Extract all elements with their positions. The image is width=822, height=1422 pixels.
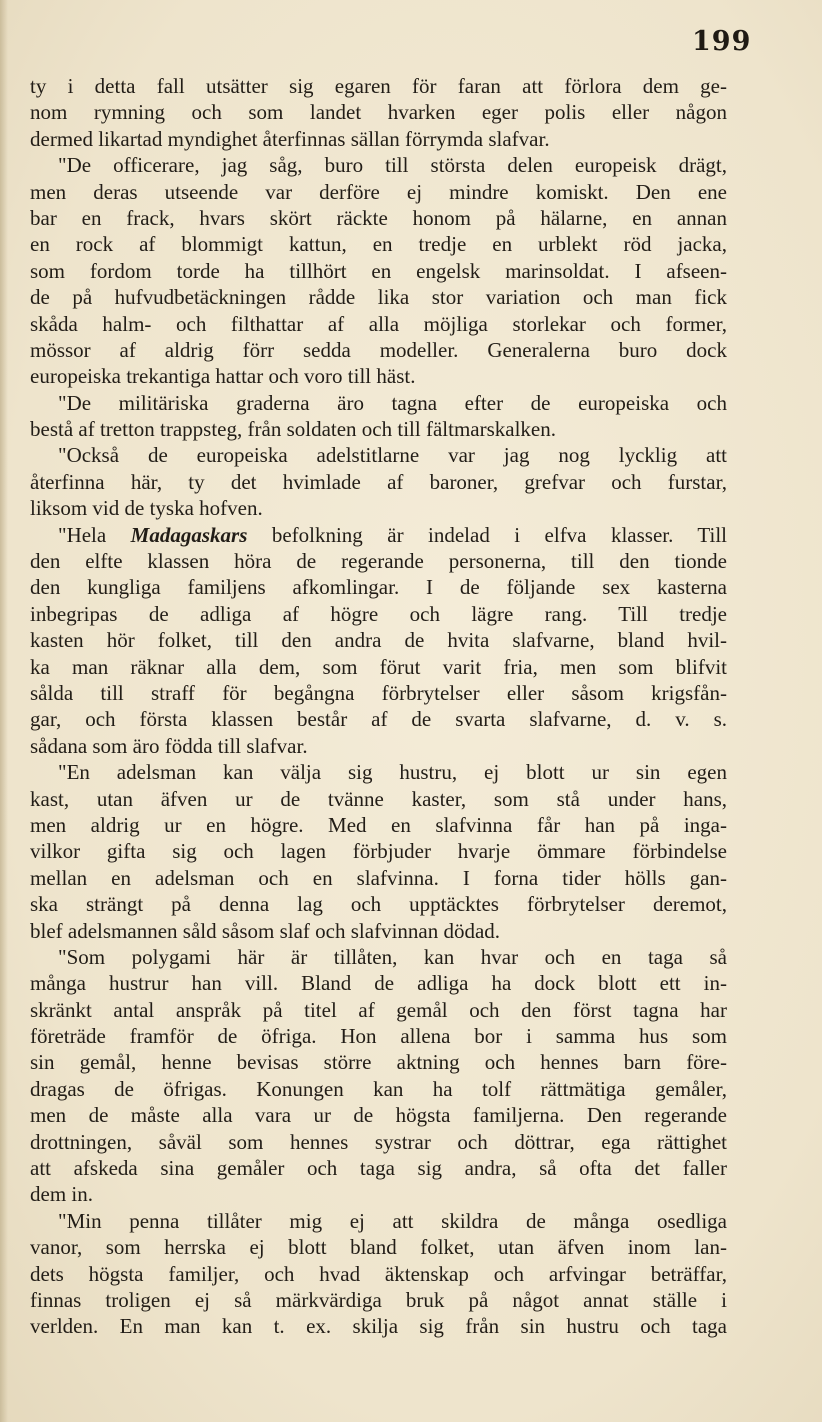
text-line: europeiska trekantiga hattar och voro till häst. (30, 364, 416, 389)
text-line: inbegripas de adliga af högre och lägre rang. Till tredje (30, 601, 727, 626)
text-line: "Också de europeiska adelstitlarne var jag nog lycklig att (58, 443, 727, 468)
text-line: dem in. (30, 1182, 93, 1207)
text-line: sin gemål, henne bevisas större aktning och hennes barn före- (30, 1050, 727, 1075)
text-line: företräde framför de öfriga. Hon allena bor i samma hus som (30, 1024, 727, 1049)
text-line: finnas troligen ej så märkvärdiga bruk på något annat ställe i (30, 1287, 727, 1312)
text-run: "Hela (58, 522, 131, 547)
text-line: dermed likartad myndighet återfinnas sällan förrymda slafvar. (30, 126, 550, 151)
text-line: "Min penna tillåter mig ej att skildra de många osedliga (58, 1208, 727, 1233)
text-line: bestå af tretton trappsteg, från soldaten och till fältmarskalken. (30, 417, 556, 442)
text-line: men de måste alla vara ur de högsta familjerna. Den regerande (30, 1103, 727, 1128)
text-line: men deras utseende var derföre ej mindre komiskt. Den ene (30, 179, 727, 204)
text-line: gar, och första klassen består af de svarta slafvarne, d. v. s. (30, 707, 727, 732)
text-line: de på hufvudbetäckningen rådde lika stor variation och man fick (30, 285, 727, 310)
text-line: liksom vid de tyska hofven. (30, 496, 263, 521)
text-line: den elfte klassen höra de regerande personerna, till den tionde (30, 549, 727, 574)
text-line: ska strängt på denna lag och upptäcktes förbrytelser deremot, (30, 892, 727, 917)
text-line: men aldrig ur en högre. Med en slafvinna får han på inga- (30, 812, 727, 837)
text-line: nom rymning och som landet hvarken eger polis eller någon (30, 100, 727, 125)
text-line: "De officerare, jag såg, buro till största delen europeisk drägt, (58, 153, 727, 178)
text-line: sålda till straff för begångna förbrytelser eller såsom krigsfån- (30, 680, 727, 705)
text-run: befolkning är indelad i elfva klasser. Till (247, 522, 728, 547)
text-line: skåda halm- och filthattar af alla möjliga storlekar och former, (30, 311, 727, 336)
text-line: ka man räknar alla dem, som förut varit fria, men som blifvit (30, 654, 727, 679)
text-line: dets högsta familjer, och hvad äktenskap och arfvingar beträffar, (30, 1261, 727, 1286)
text-line: mellan en adelsman och en slafvinna. I forna tider hölls gan- (30, 865, 727, 890)
text-line: drottningen, såväl som hennes systrar och döttrar, ega rättighet (30, 1129, 727, 1154)
text-line: ty i detta fall utsätter sig egaren för faran att förlora dem ge- (30, 74, 727, 98)
text-line: vilkor gifta sig och lagen förbjuder hvarje ömmare förbindelse (30, 839, 727, 864)
text-line: verlden. En man kan t. ex. skilja sig från sin hustru och taga (30, 1314, 727, 1339)
text-line: sådana som äro födda till slafvar. (30, 733, 308, 758)
text-line: den kungliga familjens afkomlingar. I de följande sex kasterna (30, 575, 727, 600)
text-line: kasten hör folket, till den andra de hvita slafvarne, bland hvil- (30, 628, 727, 653)
text-line: dragas de öfrigas. Konungen kan ha tolf rättmätiga gemåler, (30, 1076, 727, 1101)
text-line: "De militäriska graderna äro tagna efter de europeiska och (58, 390, 727, 415)
page-binding-edge (0, 0, 8, 1422)
text-line: mössor af aldrig förr sedda modeller. Generalerna buro dock (30, 337, 727, 362)
italic-place-name: Madagaskars (130, 522, 248, 547)
text-line: kast, utan äfven ur de tvänne kaster, som stå under hans, (30, 786, 727, 811)
text-line: många hustrur han vill. Bland de adliga ha dock blott ett in- (30, 971, 727, 996)
page-number: 199 (692, 26, 752, 57)
text-line: att afskeda sina gemåler och taga sig andra, så ofta det faller (30, 1156, 727, 1181)
text-line: blef adelsmannen såld såsom slaf och slafvinnan dödad. (30, 918, 501, 943)
text-line: "Som polygami här är tillåten, kan hvar och en taga så (58, 944, 727, 969)
text-line: som fordom torde ha tillhört en engelsk marinsoldat. I afseen- (30, 258, 727, 283)
text-line: en rock af blommigt kattun, en tredje en urblekt röd jacka, (30, 232, 727, 257)
text-line: vanor, som herrska ej blott bland folket, utan äfven inom lan- (30, 1235, 727, 1260)
text-line: skränkt antal anspråk på titel af gemål och den först tagna har (30, 997, 727, 1022)
text-line: bar en frack, hvars skört räckte honom på hälarne, en annan (30, 205, 727, 230)
text-line: "En adelsman kan välja sig hustru, ej blott ur sin egen (58, 760, 727, 785)
body-text (30, 73, 727, 1340)
text-line (30, 522, 727, 548)
text-line: återfinna här, ty det hvimlade af baroner, grefvar och furstar, (30, 469, 727, 494)
